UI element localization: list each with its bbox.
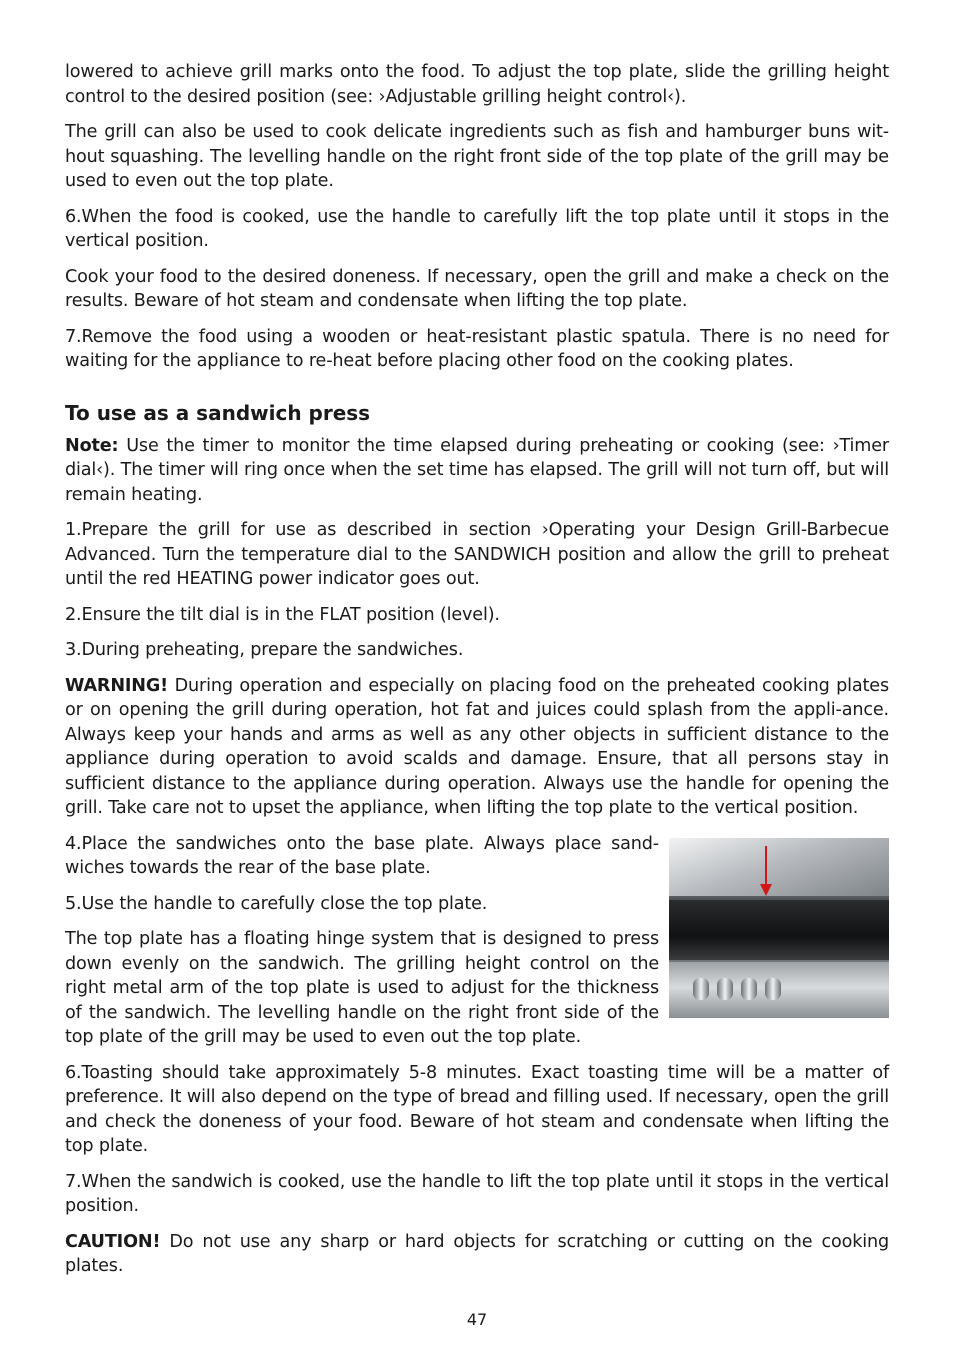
arrow-head-icon (760, 884, 772, 896)
paragraph: The grill can also be used to cook delicate ingredients such as fish and hamburger buns wit-hout squashing. The levelling handle on the right front side of the top plate of the grill may be used to even out the top plate. (65, 122, 889, 191)
note-paragraph (65, 434, 889, 508)
step-item: 6.When the food is cooked, use the handle to carefully lift the top plate until it stops in the vertical position. (65, 206, 889, 251)
paragraph: Cook your food to the desired doneness. If necessary, open the grill and make a check on the results. Beware of hot steam and condensate when lifting the top plate. (65, 266, 889, 311)
text-column (65, 60, 889, 1290)
caution-paragraph (65, 1230, 889, 1279)
warning-text: During operation and especially on placing food on the preheated cooking plates or on opening the grill during operation, hot fat and juices could splash from the appli-ance. Always keep your hands and arms as well as any other objects in sufficient distance to the appliance during operation to avoid scalds and damage. Ensure, that all persons stay in sufficient distance to the appliance during operation. Always use the handle for opening the grill. Take care not to upset the appliance, when lifting the top plate to the vertical position. (65, 675, 889, 818)
dial-knob (765, 978, 781, 1000)
dial-knob (741, 978, 757, 1000)
step-item: 5.Use the handle to carefully close the top plate. (65, 893, 488, 914)
warning-label: WARNING! (65, 675, 169, 696)
caution-text: Do not use any sharp or hard objects for scratching or cutting on the cooking plates. (65, 1231, 889, 1276)
step-item: 6.Toasting should take approximately 5-8 minutes. Exact toasting time will be a matter of preference. It will also depend on the type of bread and filling used. If necessary, open the grill and check the doneness of your food. Beware of hot steam and condensate when lifting the top plate. (65, 1062, 889, 1156)
paragraph: lowered to achieve grill marks onto the food. To adjust the top plate, slide the grilling height control to the desired position (see: ›Adjustable grilling height control‹). (65, 62, 889, 107)
page-number: 47 (466, 1310, 488, 1329)
step-item: 7.When the sandwich is cooked, use the handle to lift the top plate until it stops in the vertical position. (65, 1171, 889, 1216)
step-item: 7.Remove the food using a wooden or heat-resistant plastic spatula. There is no need for waiting for the appliance to re-heat before placing other food on the cooking plates. (65, 326, 889, 371)
step-item: 2.Ensure the tilt dial is in the FLAT position (level). (65, 604, 500, 625)
section-heading: To use as a sandwich press (65, 400, 371, 425)
step-item: 1.Prepare the grill for use as described in section ›Operating your Design Grill-Barbecue Advanced. Turn the temperature dial to the SANDWICH position and allow the grill to preheat until the red HEATING power indicator goes out. (65, 520, 889, 589)
step-item: 4.Place the sandwiches onto the base plate. Always place sand-wiches towards the rear of the base plate. (65, 833, 659, 878)
dial-knob (717, 978, 733, 1000)
arrow-indicator (765, 846, 767, 886)
note-text: Use the timer to monitor the time elapsed during preheating or cooking (see: ›Timer dial‹). The timer will ring once when the set time has elapsed. The grill will not turn off, but will remain heating. (65, 435, 889, 505)
caution-label: CAUTION! (65, 1231, 161, 1252)
dial-knob (693, 978, 709, 1000)
note-label: Note: (65, 435, 119, 456)
step-item: 3.During preheating, prepare the sandwiches. (65, 640, 464, 660)
warning-paragraph (65, 674, 889, 821)
paragraph: The top plate has a floating hinge system that is designed to press down evenly on the sandwich. The grilling height control on the right metal arm of the top plate is used to adjust for the thickness of the sandwich. The levelling handle on the right front side of the top plate of the grill may be used to even out the top plate. (65, 929, 659, 1047)
grill-photo (669, 838, 889, 1018)
